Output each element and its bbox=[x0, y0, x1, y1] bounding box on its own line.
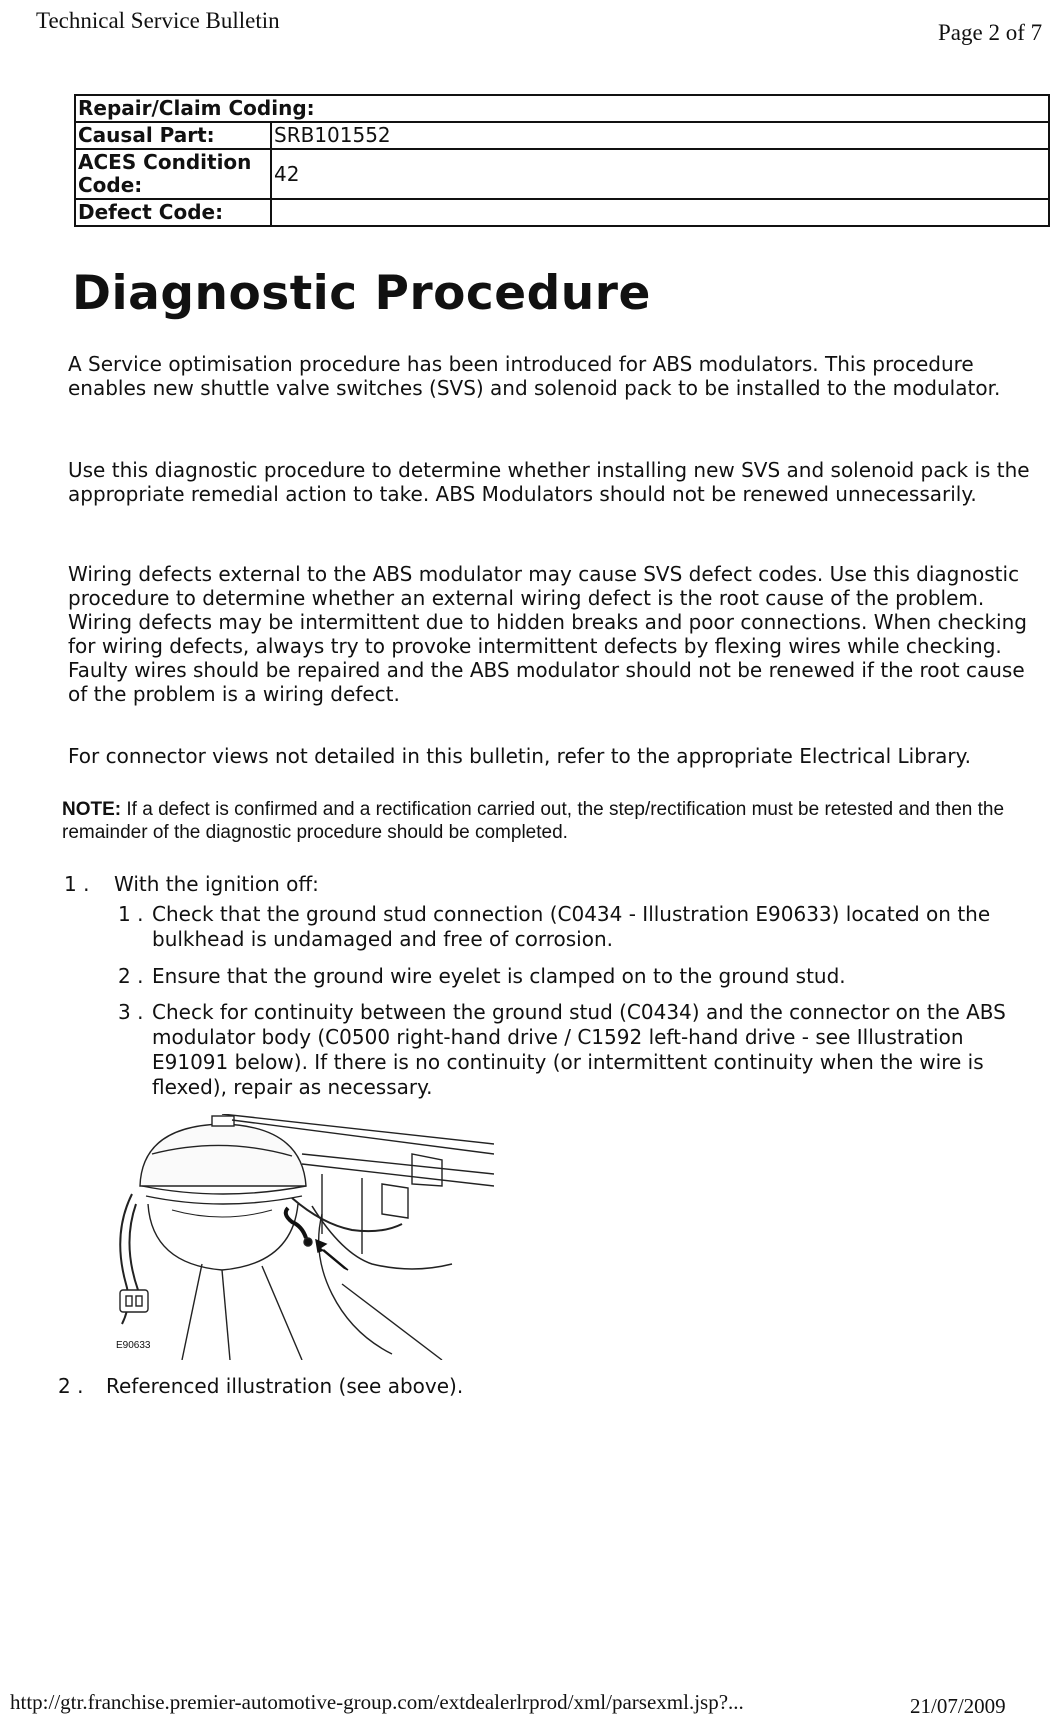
note-block bbox=[62, 798, 1052, 844]
substep-2 bbox=[118, 964, 1018, 989]
step-1-number: 1 . bbox=[64, 872, 90, 896]
substep-2-number: 2 . bbox=[118, 964, 144, 988]
step-1-text: With the ignition off: bbox=[114, 872, 319, 896]
repair-coding-table bbox=[74, 94, 1050, 227]
wiring-paragraph: Wiring defects external to the ABS modulator may cause SVS defect codes. Use this diagnostic procedure to determine whether an external wiring defect is the root cause of the problem. Wiring defects may be intermittent due to hidden breaks and poor connections. When checking for wiring defects, always try to provoke intermittent defects by flexing wires while checking. Faulty wires should be repaired and the ABS modulator should not be renewed if the root cause of the problem is a wiring defect. bbox=[68, 562, 1027, 706]
aces-condition-label: ACES Condition Code: bbox=[75, 149, 271, 199]
note-label: NOTE: bbox=[62, 799, 122, 820]
substep-1-number: 1 . bbox=[118, 902, 144, 926]
usage-paragraph: Use this diagnostic procedure to determine whether installing new SVS and solenoid pack is the appropriate remedial action to take. ABS Modulators should not be renewed unnecessarily. bbox=[68, 458, 1030, 506]
defect-code-value bbox=[271, 199, 1049, 226]
aces-condition-value: 42 bbox=[271, 149, 1049, 199]
footer-url: http://gtr.franchise.premier-automotive-group.com/extdealerlrprod/xml/parsexml.jsp?... bbox=[10, 1690, 744, 1714]
substep-3-text: Check for continuity between the ground stud (C0434) and the connector on the ABS modulator body (C0500 right-hand drive / C1592 left-hand drive - see Illustration E91091 below). If there is no continuity (or intermittent continuity when the wire is flexed), repair as necessary. bbox=[152, 1000, 1006, 1099]
coding-row-causal-part bbox=[75, 122, 1049, 149]
coding-table-title: Repair/Claim Coding: bbox=[75, 95, 1049, 122]
step-2-number: 2 . bbox=[58, 1374, 84, 1398]
substep-2-text: Ensure that the ground wire eyelet is clamped on to the ground stud. bbox=[152, 964, 846, 988]
intro-paragraph: A Service optimisation procedure has been introduced for ABS modulators. This procedure enables new shuttle valve switches (SVS) and solenoid pack to be installed to the modulator. bbox=[68, 352, 1001, 400]
coding-row-aces bbox=[75, 149, 1049, 199]
page-number: Page 2 of 7 bbox=[938, 20, 1043, 45]
step-2-text: Referenced illustration (see above). bbox=[106, 1374, 464, 1398]
coding-row-defect-code bbox=[75, 199, 1049, 226]
causal-part-value: SRB101552 bbox=[271, 122, 1049, 149]
footer-date: 21/07/2009 bbox=[910, 1694, 1006, 1718]
substep-1-text: Check that the ground stud connection (C0434 - Illustration E90633) located on the bulkhead is undamaged and free of corrosion. bbox=[152, 902, 991, 951]
note-text: If a defect is confirmed and a rectification carried out, the step/rectification must be retested and then the remainder of the diagnostic procedure should be completed. bbox=[62, 799, 1005, 843]
causal-part-label: Causal Part: bbox=[75, 122, 271, 149]
figure-label: E90633 bbox=[116, 1340, 151, 1351]
substep-3 bbox=[118, 1000, 1018, 1100]
ground-stud-illustration bbox=[112, 1114, 494, 1360]
coding-table-title-row bbox=[75, 95, 1049, 122]
substep-3-number: 3 . bbox=[118, 1000, 144, 1024]
bulletin-header: Technical Service Bulletin bbox=[36, 8, 280, 33]
defect-code-label: Defect Code: bbox=[75, 199, 271, 226]
substep-1 bbox=[118, 902, 1018, 952]
page-title: Diagnostic Procedure bbox=[72, 266, 651, 321]
connector-paragraph: For connector views not detailed in this bulletin, refer to the appropriate Electrical Library. bbox=[68, 744, 971, 768]
